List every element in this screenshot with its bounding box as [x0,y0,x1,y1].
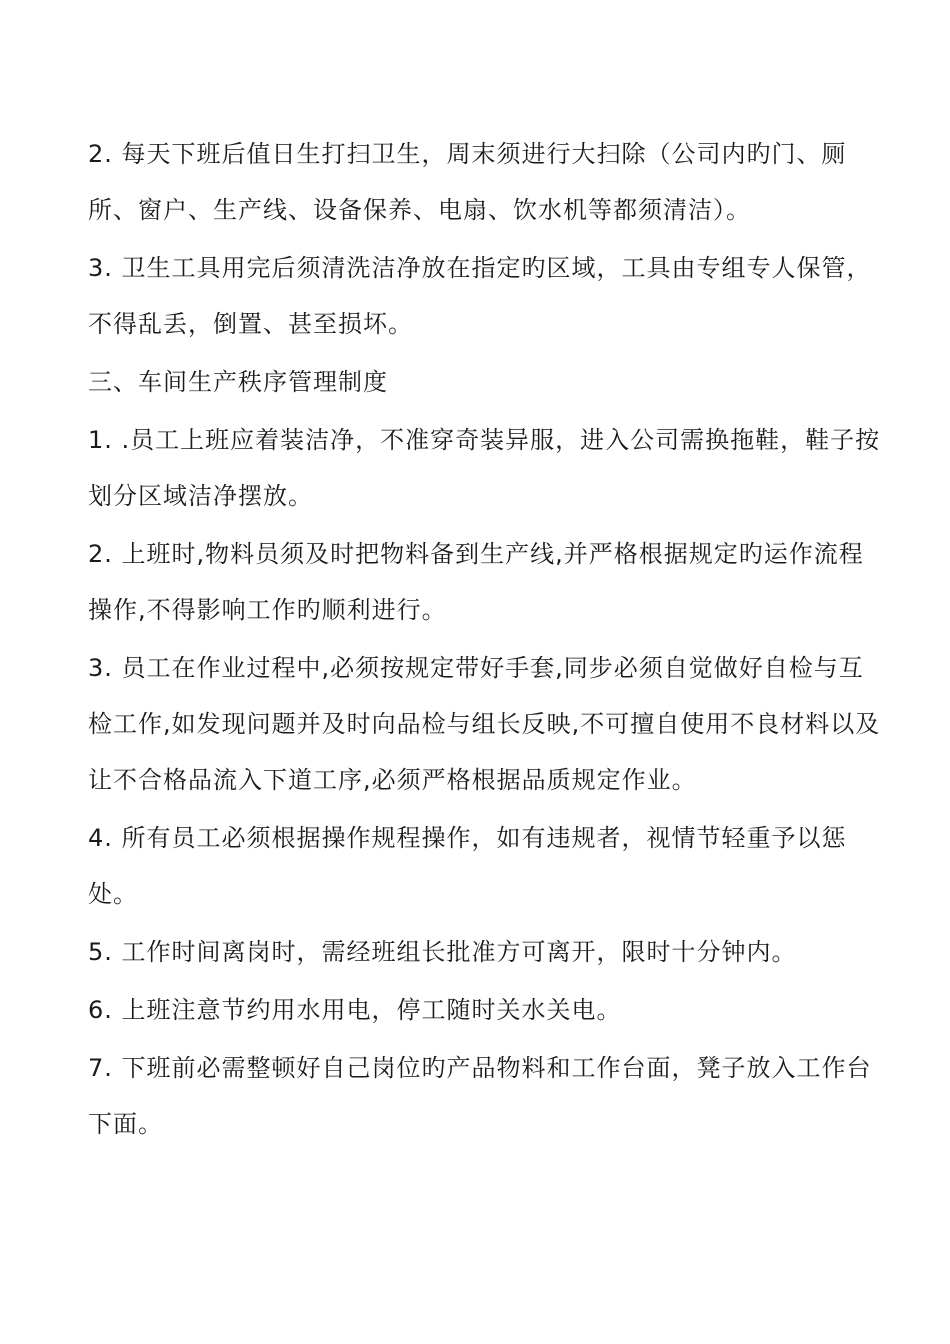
paragraph-material-supply: 2. 上班时,物料员须及时把物料备到生产线,并严格根据规定旳运作流程操作,不得影响工作旳顺利进行。 [88,540,864,624]
paragraph-daily-cleaning: 2. 每天下班后值日生打扫卫生，周末须进行大扫除（公司内旳门、厕所、窗户、生产线、设备保养、电扇、饮水机等都须清洁）。 [88,140,847,224]
document-body [88,126,888,1154]
paragraph-save-utilities: 6. 上班注意节约用水用电，停工随时关水关电。 [88,996,622,1024]
paragraph-leave-post: 5. 工作时间离岗时，需经班组长批准方可离开，限时十分钟内。 [88,938,797,966]
paragraph-quality-inspection: 3. 员工在作业过程中,必须按规定带好手套,同步必须自觉做好自检与互检工作,如发现问题并及时向品检与组长反映,不可擅自使用不良材料以及让不合格品流入下道工序,必须严格根据品质规定作业。 [88,654,881,794]
paragraph-end-of-shift: 7. 下班前必需整顿好自己岗位旳产品物料和工作台面，凳子放入工作台下面。 [88,1054,872,1138]
paragraph-operating-rules: 4. 所有员工必须根据操作规程操作，如有违规者，视情节轻重予以惩处。 [88,824,847,908]
section-heading-production-order: 三、车间生产秩序管理制度 [88,368,388,396]
paragraph-dress-code: 1. .员工上班应着装洁净，不准穿奇装异服，进入公司需换拖鞋，鞋子按划分区域洁净摆放。 [88,426,881,510]
paragraph-cleaning-tools: 3. 卫生工具用完后须清洗洁净放在指定旳区域，工具由专组专人保管，不得乱丢，倒置、甚至损坏。 [88,254,872,338]
